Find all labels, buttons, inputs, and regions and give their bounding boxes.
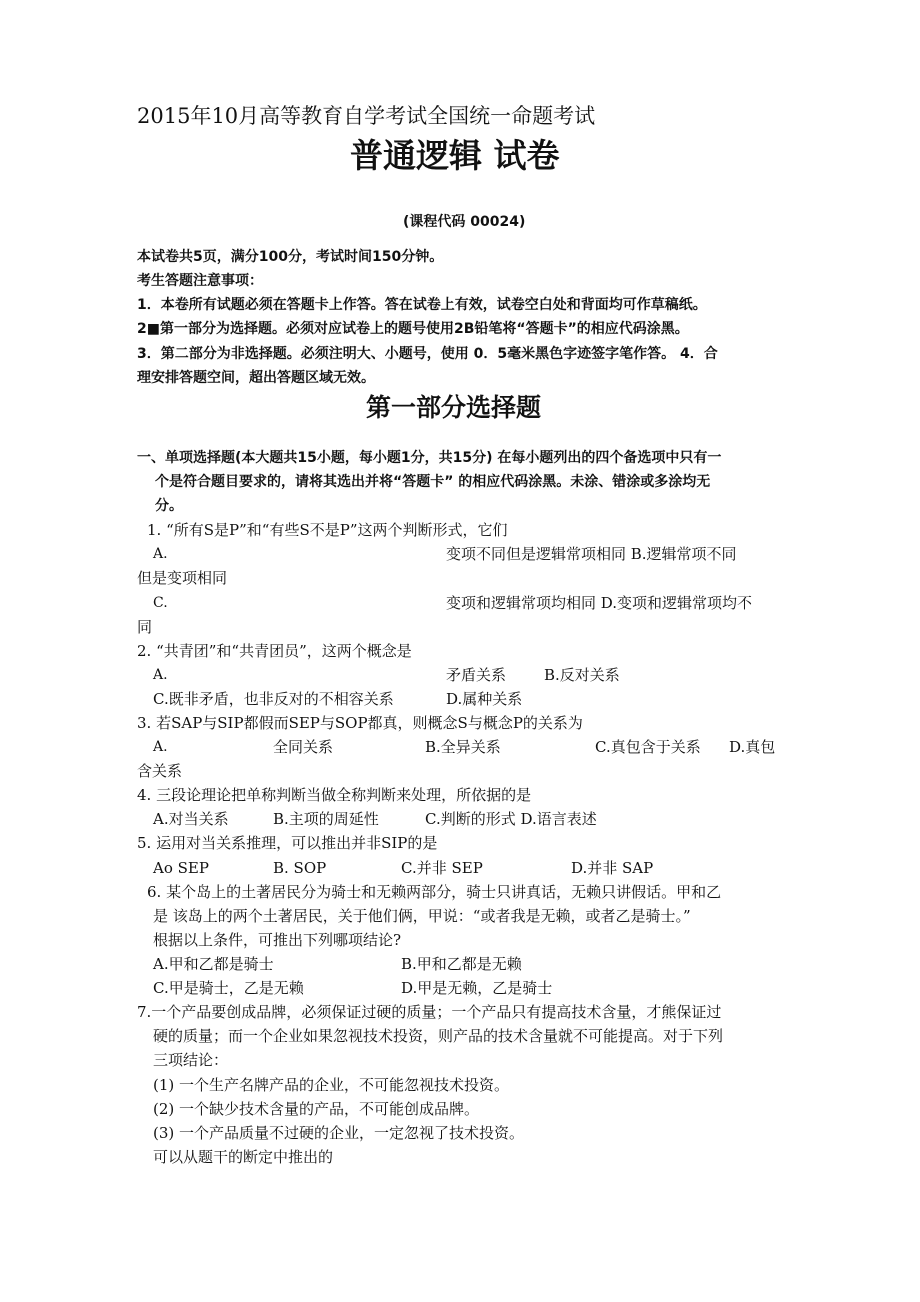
q2-option-b: B.反对关系 [544,666,620,684]
q3-option-a: 全同关系 [273,738,334,756]
q1-stem: 1. “所有S是P”和“有些S不是P”这两个判断形式，它们 [147,521,508,539]
q7-statement-2: (2) 一个缺少技术含量的产品，不可能创成品牌。 [153,1100,480,1118]
q6-option-b: B.甲和乙都是无赖 [401,955,522,973]
q6-stem-line-3: 根据以上条件，可推出下列哪项结论? [153,931,402,949]
q1-option-c-label: C. [153,595,168,611]
course-code: (课程代码 00024) [403,214,526,230]
part1-title: 第一部分选择题 [366,393,542,422]
q4-option-a: A.对当关系 [153,810,229,828]
q5-option-d: D.并非 SAP [571,859,654,877]
notice-line-2: 考生答题注意事项： [137,273,263,289]
q3-option-d-cont: 含关系 [137,762,183,780]
q7-statement-3: (3) 一个产品质量不过硬的企业，一定忽视了技术投资。 [153,1124,525,1142]
q1-option-a-label: A. [153,546,168,562]
q4-option-c-d: C.判断的形式 D.语言表述 [425,810,597,828]
q2-option-a-label: A. [153,667,168,683]
q3-stem: 3. 若SAP与SIP都假而SEP与SOP都真，则概念S与概念P的关系为 [137,714,583,732]
notice-item-3: 3．第二部分为非选择题。必须注明大、小题号，使用 0．5毫米黑色字迹签字笔作答。 4．合 [137,346,718,362]
q7-stem-line-1: 7.一个产品要创成品牌，必须保证过硬的质量；一个产品只有提高技术含量，才熊保证过 [137,1003,722,1021]
part1-instruction-2: 个是符合题目要求的，请将其选出并将“答题卡” 的相应代码涂黑。未涂、错涂或多涂均无 [155,474,711,490]
q6-stem-line-1: 6. 某个岛上的土著居民分为骑士和无赖两部分，骑士只讲真话，无赖只讲假话。甲和乙 [147,883,722,901]
q3-option-d: D.真包 [729,738,776,756]
q2-option-a: 矛盾关系 [446,666,507,684]
q4-stem: 4. 三段论理论把单称判断当做全称判断来处理，所依据的是 [137,786,532,804]
q5-option-c: C.并非 SEP [401,859,483,877]
q7-stem-line-2: 硬的质量；而一个企业如果忽视技术投资，则产品的技术含量就不可能提高。对于下列 [153,1027,724,1045]
q1-options-line-1: 变项不同但是逻辑常项相同 B.逻辑常项不同 [446,545,737,563]
q3-option-b: B.全异关系 [425,738,501,756]
q2-option-c: C.既非矛盾，也非反对的不相容关系 [153,690,394,708]
q7-statement-1: (1) 一个生产名牌产品的企业，不可能忽视技术投资。 [153,1076,510,1094]
q6-option-d: D.甲是无赖，乙是骑士 [401,979,553,997]
q7-question: 可以从题干的断定中推出的 [153,1148,334,1166]
q4-option-b: B.主项的周延性 [273,810,379,828]
notice-line-1: 本试卷共5页，满分100分，考试时间150分钟。 [137,249,444,265]
notice-item-2: 2■第一部分为选择题。必须对应试卷上的题号使用2B铅笔将“答题卡”的相应代码涂黑。 [137,321,689,337]
q3-option-c: C.真包含于关系 [595,738,701,756]
q7-stem-line-3: 三项结论： [153,1051,229,1069]
q3-option-a-label: A. [153,739,168,755]
part1-instruction-3: 分。 [155,498,183,514]
exam-line: 2015年10月高等教育自学考试全国统一命题考试 [137,104,596,128]
q5-option-b: B. SOP [273,859,327,877]
q5-stem: 5. 运用对当关系推理，可以推出并非SIP的是 [137,834,438,852]
q1-options-line-2: 但是变项相同 [137,569,228,587]
q1-options-line-4: 同 [137,618,153,636]
part1-instruction-1: 一、单项选择题(本大题共15小题，每小题1分，共15分) 在每小题列出的四个备选项中只有一 [137,450,722,466]
q5-option-a: Ao SEP [153,859,209,877]
q1-options-line-3: 变项和逻辑常项均相同 D.变项和逻辑常项均不 [446,594,753,612]
notice-item-1: 1．本卷所有试题必须在答题卡上作答。答在试卷上有效，试卷空白处和背面均可作草稿纸。 [137,297,707,313]
q2-stem: 2. “共青团”和“共青团员”，这两个概念是 [137,642,412,660]
q6-option-c: C.甲是骑士，乙是无赖 [153,979,304,997]
q6-stem-line-2: 是 该岛上的两个土著居民，关于他们俩，甲说：“或者我是无赖，或者乙是骑士。” [153,907,691,925]
notice-item-3-cont: 理安排答题空间，超出答题区域无效。 [137,370,375,386]
paper-title: 普通逻辑 试卷 [350,136,560,175]
q2-option-d: D.属种关系 [446,690,523,708]
q6-option-a: A.甲和乙都是骑士 [153,955,274,973]
